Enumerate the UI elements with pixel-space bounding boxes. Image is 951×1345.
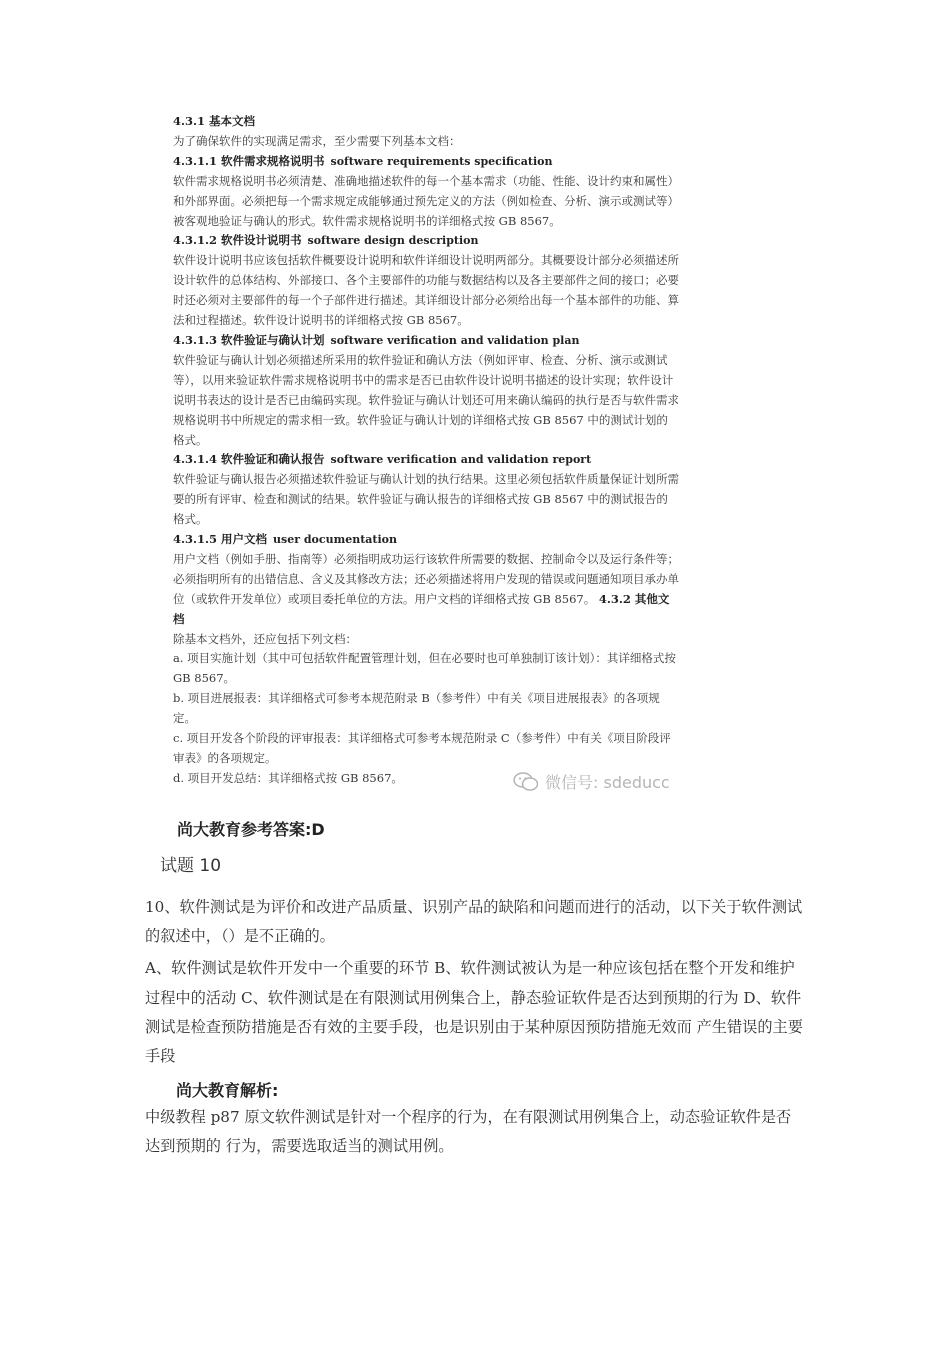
watermark bbox=[513, 770, 670, 793]
paragraph-4-3-1-3: 软件验证与确认计划必须描述所采用的软件验证和确认方法（例如评审、检查、分析、演示或测试等），以用来验证软件需求规格说明书中的需求是否已由软件设计说明书描述的设计实现；软件设计说明书表达的设计是否已由编码实现。软件验证与确认计划还可用来确认编码的执行是否与软件需求规格说明书中所规定的需求相一致。软件验证与确认计划的详细格式按 GB 8567 中的测试计划的格式。 bbox=[173, 352, 679, 447]
list-item-b: b. 项目进展报表：其详细格式可参考本规范附录 B（参考件）中有关《项目进展报表》的各项规定。 bbox=[173, 691, 660, 726]
paragraph-4-3-1-1: 软件需求规格说明书必须清楚、准确地描述软件的每一个基本需求（功能、性能、设计约束和属性）和外部界面。必须把每一个需求规定成能够通过预先定义的方法（例如检查、分析、演示或测试等）被客观地验证与确认的形式。软件需求规格说明书的详细格式按 GB 8567。 bbox=[173, 173, 679, 228]
section-heading-4-3-1-2: 4.3.1.2 软件设计说明书 software design description bbox=[173, 233, 479, 248]
analysis-text: 中级教程 p87 原文软件测试是针对一个程序的行为，在有限测试用例集合上，动态验证软件是否达到预期的 行为，需要选取适当的测试用例。 bbox=[145, 1108, 792, 1156]
watermark-text: 微信号: sdeducc bbox=[545, 773, 670, 792]
paragraph-4-3-1-4: 软件验证与确认报告必须描述软件验证与确认计划的执行结果。这里必须包括软件质量保证计划所需要的所有评审、检查和测试的结果。软件验证与确认报告的详细格式按 GB 8567 中的测试报告的格式。 bbox=[173, 472, 679, 527]
list-item-d: d. 项目开发总结：其详细格式按 GB 8567。 bbox=[173, 770, 403, 785]
scanned-document-excerpt bbox=[173, 112, 679, 789]
wechat-icon bbox=[513, 772, 539, 792]
analysis-title: 尚大教育解析: bbox=[176, 1081, 279, 1100]
section-heading-4-3-1-4: 4.3.1.4 软件验证和确认报告 software verification and validation report bbox=[173, 452, 592, 467]
section-heading-4-3-2: 4.3.2 其他文档 bbox=[173, 591, 670, 626]
paragraph-4-3-1-2: 软件设计说明书应该包括软件概要设计说明和软件详细设计说明两部分。其概要设计部分必须描述所设计软件的总体结构、外部接口、各个主要部件的功能与数据结构以及各主要部件之间的接口；必要时还必须对主要部件的每一个子部件进行描述。其详细设计部分必须给出每一个基本部件的功能、算法和过程描述。软件设计说明书的详细格式按 GB 8567。 bbox=[173, 253, 679, 328]
paragraph-4-3-1-5: 用户文档（例如手册、指南等）必须指明成功运行该软件所需要的数据、控制命令以及运行条件等；必须指明所有的出错信息、含义及其修改方法；还必须描述将用户发现的错误或问题通知项目承办单位（或软件开发单位）或项目委托单位的方法。用户文档的详细格式按 GB 8567。 4.3.2 其他文档 bbox=[173, 551, 679, 626]
list-item-c: c. 项目开发各个阶段的评审报表：其详细格式可参考本规范附录 C（参考件）中有关《项目阶段评审表》的各项规定。 bbox=[173, 731, 671, 765]
section-heading-4-3-1: 4.3.1 基本文档 bbox=[173, 114, 256, 128]
section-heading-4-3-1-3: 4.3.1.3 软件验证与确认计划 software verification and validation plan bbox=[173, 332, 580, 347]
section-intro: 为了确保软件的实现满足需求，至少需要下列基本文档： bbox=[173, 133, 461, 148]
list-item-a: a. 项目实施计划（其中可包括软件配置管理计划，但在必要时也可单独制订该计划）：其详细格式按 GB 8567。 bbox=[173, 651, 676, 686]
question-text: 10、软件测试是为评价和改进产品质量、识别产品的缺陷和问题而进行的活动，以下关于软件测试的叙述中，（）是不正确的。 bbox=[145, 898, 803, 946]
analysis-block bbox=[145, 1103, 805, 1161]
section-heading-4-3-1-5: 4.3.1.5 用户文档 user documentation bbox=[173, 532, 398, 547]
reference-answer: 尚大教育参考答案:D bbox=[177, 820, 325, 839]
section-heading-4-3-1-1: 4.3.1.1 软件需求规格说明书 software requirements specification bbox=[173, 153, 553, 168]
question-block bbox=[145, 893, 805, 1071]
question-title: 试题 10 bbox=[160, 856, 222, 876]
question-options: A、软件测试是软件开发中一个重要的环节 B、软件测试被认为是一种应该包括在整个开发和维护过程中的活动 C、软件测试是在有限测试用例集合上，静态验证软件是否达到预期的行为 D、软件测试是检查预防措施是否有效的主要手段，也是识别由于某种原因预防措施无效而 产生错误的主要手段 bbox=[145, 959, 803, 1066]
paragraph-4-3-2: 除基本文档外，还应包括下列文档： bbox=[173, 631, 357, 646]
